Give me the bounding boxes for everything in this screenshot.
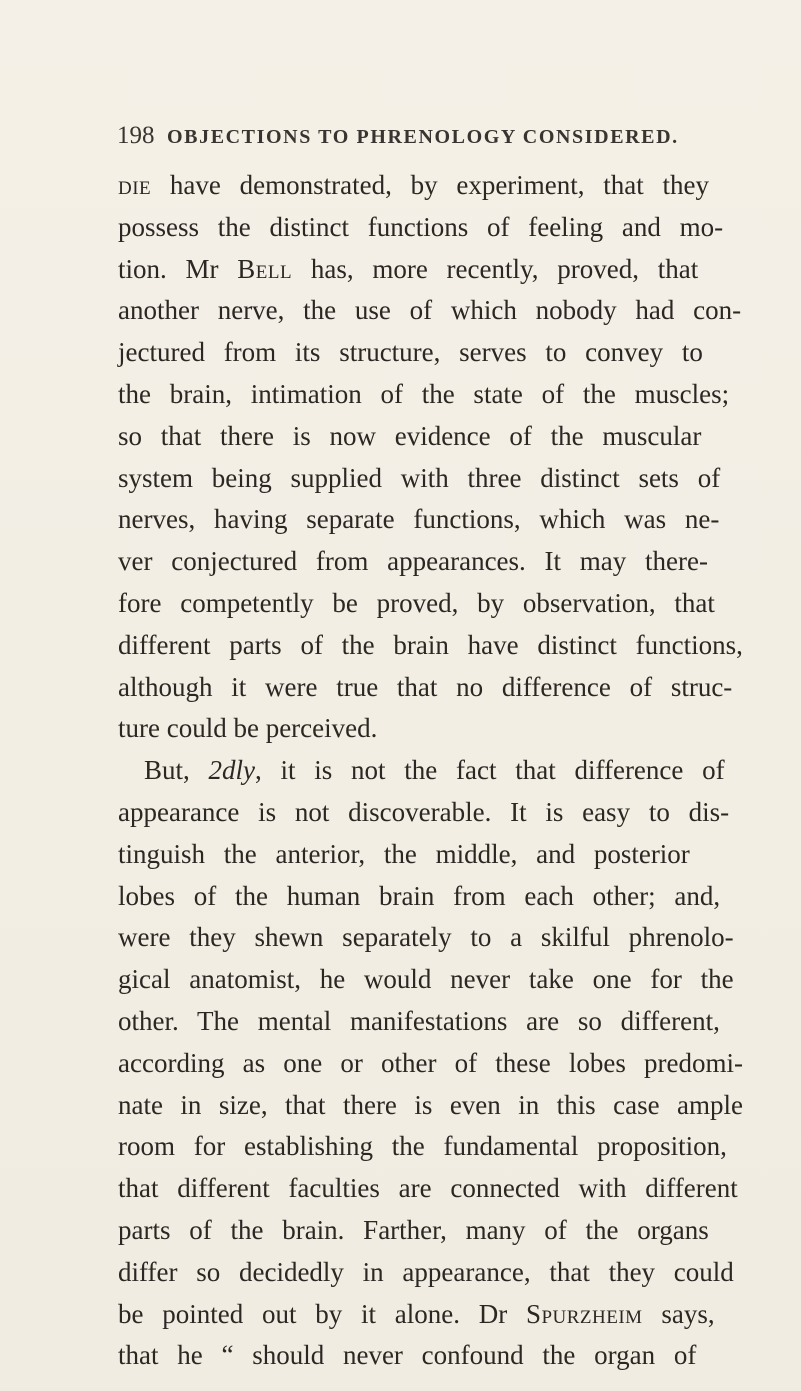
text-line bbox=[118, 588, 715, 618]
text-line bbox=[118, 170, 709, 200]
text-line bbox=[118, 713, 377, 743]
text-line bbox=[118, 504, 719, 534]
page-number: 198 bbox=[117, 122, 155, 149]
italic-text: 2dly bbox=[208, 755, 256, 786]
text-line bbox=[144, 755, 725, 785]
text-line bbox=[118, 421, 701, 451]
text-line bbox=[118, 881, 720, 911]
text-segment: be pointed out by it alone. Dr bbox=[118, 1298, 526, 1329]
text-line bbox=[118, 1215, 709, 1245]
text-line bbox=[118, 839, 690, 869]
small-caps-name: Spurzheim bbox=[525, 1298, 643, 1329]
text-segment: that different faculties are connected with different bbox=[118, 1173, 738, 1204]
text-line bbox=[118, 797, 729, 827]
text-segment: says, bbox=[642, 1298, 715, 1329]
text-line bbox=[118, 922, 734, 952]
text-segment: differ so decidedly in appearance, that they could bbox=[118, 1256, 734, 1287]
text-segment: parts of the brain. Farther, many of the organs bbox=[118, 1215, 709, 1245]
text-segment: jectured from its structure, serves to convey to bbox=[118, 337, 703, 368]
text-segment: tinguish the anterior, the middle, and posterior bbox=[118, 838, 690, 869]
text-line bbox=[118, 1257, 734, 1287]
text-line bbox=[118, 295, 741, 325]
text-segment: although it were true that no difference of struc- bbox=[118, 671, 733, 702]
text-line bbox=[118, 1173, 738, 1203]
text-segment: ture could be perceived. bbox=[118, 713, 378, 744]
text-segment: , it is not the fact that difference of bbox=[255, 755, 725, 786]
text-segment: another nerve, the use of which nobody had con- bbox=[118, 295, 742, 326]
text-line bbox=[118, 964, 734, 994]
text-segment: has, more recently, proved, that bbox=[292, 253, 699, 284]
text-line bbox=[118, 1340, 696, 1370]
text-segment: so that there is now evidence of the muscular bbox=[118, 420, 702, 451]
text-segment: system being supplied with three distinct sets of bbox=[118, 462, 721, 493]
text-line bbox=[118, 1299, 715, 1329]
text-segment: room for establishing the fundamental proposition, bbox=[118, 1131, 727, 1162]
text-line bbox=[118, 630, 743, 660]
text-segment: the brain, intimation of the state of the muscles; bbox=[118, 379, 730, 409]
text-line bbox=[118, 337, 703, 367]
page-header bbox=[117, 122, 757, 152]
text-line bbox=[118, 463, 720, 493]
text-line bbox=[118, 1090, 743, 1120]
text-segment: But, bbox=[144, 755, 209, 786]
text-segment: gical anatomist, he would never take one for the bbox=[118, 964, 734, 995]
text-line bbox=[118, 546, 708, 576]
text-line bbox=[118, 672, 732, 702]
text-line bbox=[118, 379, 729, 409]
text-line bbox=[118, 1048, 743, 1078]
text-segment: tion. Mr bbox=[118, 253, 238, 284]
text-segment: possess the distinct functions of feeling and mo- bbox=[118, 211, 724, 242]
text-line bbox=[118, 212, 723, 242]
text-line bbox=[118, 1006, 720, 1036]
text-segment: ver conjectured from appearances. It may there- bbox=[118, 546, 708, 577]
text-segment: other. The mental manifestations are so different, bbox=[118, 1006, 720, 1036]
small-caps-name: die bbox=[118, 170, 152, 200]
text-segment: nate in size, that there is even in this case ample bbox=[118, 1089, 743, 1120]
text-segment: lobes of the human brain from each other; and, bbox=[118, 880, 721, 911]
text-segment: have demonstrated, by experiment, that they bbox=[151, 170, 709, 200]
text-segment: were they shewn separately to a skilful phrenolo- bbox=[118, 922, 734, 953]
text-segment: nerves, having separate functions, which was ne- bbox=[118, 504, 720, 535]
text-segment: according as one or other of these lobes predomi- bbox=[118, 1047, 743, 1078]
text-line bbox=[118, 254, 698, 284]
text-segment: appearance is not discoverable. It is easy to dis- bbox=[118, 797, 730, 827]
text-segment: fore competently be proved, by observation, that bbox=[118, 588, 715, 618]
small-caps-name: Bell bbox=[237, 253, 293, 284]
running-title: OBJECTIONS TO PHRENOLOGY CONSIDERED. bbox=[167, 126, 679, 148]
text-segment: that he “ should never confound the organ of bbox=[118, 1340, 697, 1371]
text-segment: different parts of the brain have distinct functions, bbox=[118, 629, 743, 660]
text-line bbox=[118, 1131, 727, 1161]
